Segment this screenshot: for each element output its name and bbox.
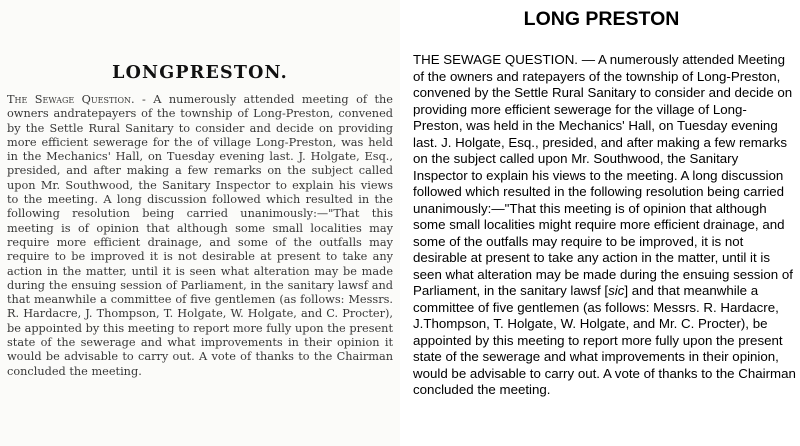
transcription-panel — [403, 0, 800, 446]
transcription-title: LONG PRESTON — [523, 8, 680, 30]
original-clipping-lead: The Sewage Question. — [7, 93, 135, 106]
sic-marker: sic — [608, 283, 625, 298]
transcription-text — [413, 52, 796, 399]
original-clipping-text — [7, 93, 393, 379]
original-clipping-title: LONGPRESTON. — [112, 63, 288, 83]
transcription-body-end: ] and that meanwhile a committee of five gentlemen (as follows: Messrs. R. Hardacre, J.Thompson, T. Holgate, W. Holgate, and Mr. C. Procter), be appointed by this meeting to report more fully upon the present state of the sewerage and what improvements in their opinion, would be advisable to carry out. A vote of thanks to the Chairman concluded the meeting. — [413, 283, 796, 397]
original-clipping-body: - A numerously attended meeting of the owners andratepayers of the township of Long-Preston, convened by the Settle Rural Sanitary to consider and decide on providing more efficient sewerage for the of village Long-Preston, was held in the Mechanics' Hall, on Tuesday evening last. J. Holgate, Esq., presided, and after making a few remarks on the subject called upon Mr. Southwood, the Sanitary Inspector to explain his views to the meeting. A long discussion followed which resulted in the following resolution being carried unanimously:—"That this meeting is of opinion that although some small localities may require more efficient drainage, and some of the outfalls may require to be improved it is not desirable at present to take any action in the matter, until it is seen what alteration may be made during the ensuing session of Parliament, in the sanitary lawsf and that meanwhile a committee of five gentlemen (as follows: Messrs. R. Hardacre, J. Thompson, T. Holgate, W. Holgate, and C. Procter), be appointed by this meeting to report more fully upon the present state of the sewerage and what improvements in their opinion it would be advisable to carry out. A vote of thanks to the Chairman concluded the meeting. — [7, 93, 393, 378]
transcription-body-start: THE SEWAGE QUESTION. — A numerously attended Meeting of the owners and ratepayers of the township of Long-Preston, convened by the Settle Rural Sanitary to consider and decide on providing more efficient sewerage for the village of Long-Preston, was held in the Mechanics' Hall, on Tuesday evening last. J. Holgate, Esq., presided, and after making a few remarks on the subject called upon Mr. Southwood, the Sanitary Inspector to explain his views to the meeting. A long discussion followed which resulted in the following resolution being carried unanimously:—"That this meeting is of opinion that although some small localities might require more efficient drainage, and some of the outfalls may require to be improved, it is not desirable at present to take any action in the matter, until it is seen what alteration may be made during the ensuing session of Parliament, in the sanitary lawsf [ — [413, 52, 793, 298]
